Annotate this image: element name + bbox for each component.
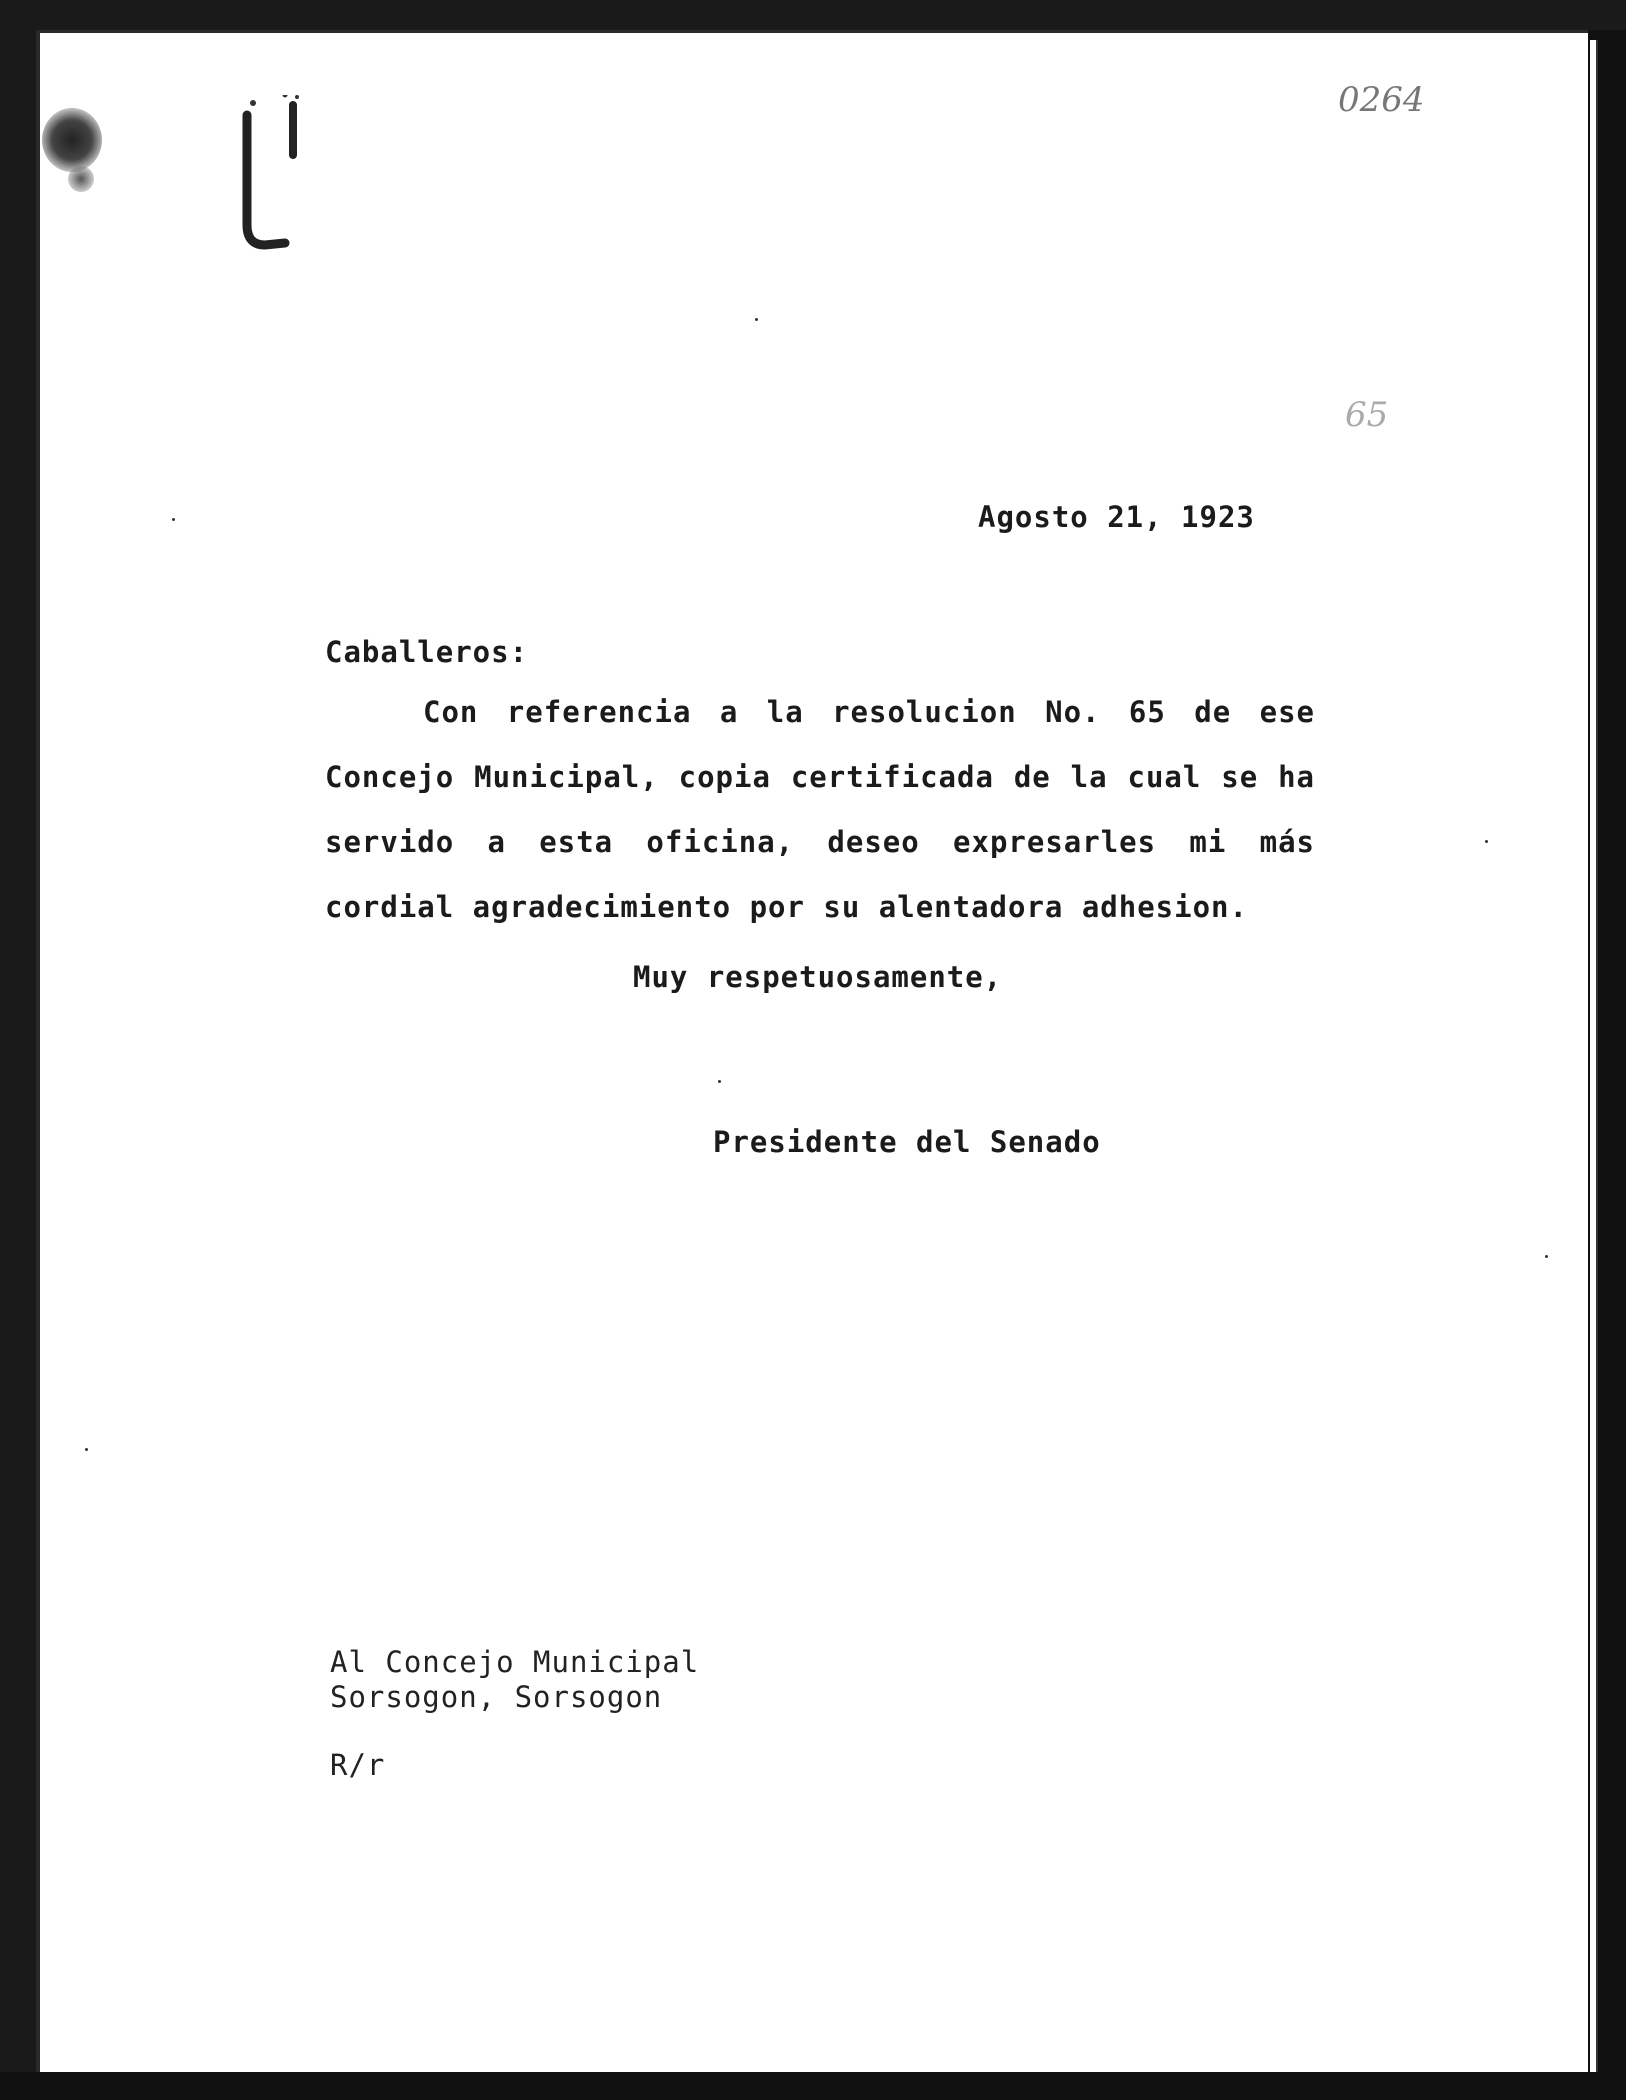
letter-closing: Muy respetuosamente,	[633, 960, 1003, 994]
letter-date: Agosto 21, 1923	[978, 500, 1255, 534]
document-page	[36, 30, 1608, 2079]
letter-salutation: Caballeros:	[325, 635, 529, 669]
punch-hole-mark	[42, 108, 102, 172]
page-edge-strip	[1590, 40, 1598, 2080]
ink-speck	[85, 1448, 88, 1451]
faint-number-annotation: 65	[1345, 395, 1389, 435]
staple-mark-icon	[235, 95, 305, 255]
ink-speck	[172, 518, 175, 521]
typist-initials: R/r	[330, 1748, 386, 1782]
signatory-title: Presidente del Senado	[713, 1125, 1101, 1159]
archive-number-annotation: 0264	[1338, 80, 1425, 120]
scan-border-bottom	[0, 2072, 1626, 2100]
ink-speck	[1545, 1255, 1548, 1258]
ink-speck	[1485, 840, 1488, 843]
ink-speck	[718, 1080, 721, 1083]
punch-hole-smudge	[68, 166, 94, 192]
addressee-line-1: Al Concejo Municipal	[330, 1645, 700, 1679]
addressee-line-2: Sorsogon, Sorsogon	[330, 1680, 663, 1714]
letter-body: Con referencia a la resolucion No. 65 de ese Concejo Municipal, copia certificada de la cual se ha servido a esta oficina, deseo expresarles mi más cordial agradecimiento por su alentadora adhesion.	[325, 695, 1315, 924]
ink-speck	[755, 318, 758, 321]
